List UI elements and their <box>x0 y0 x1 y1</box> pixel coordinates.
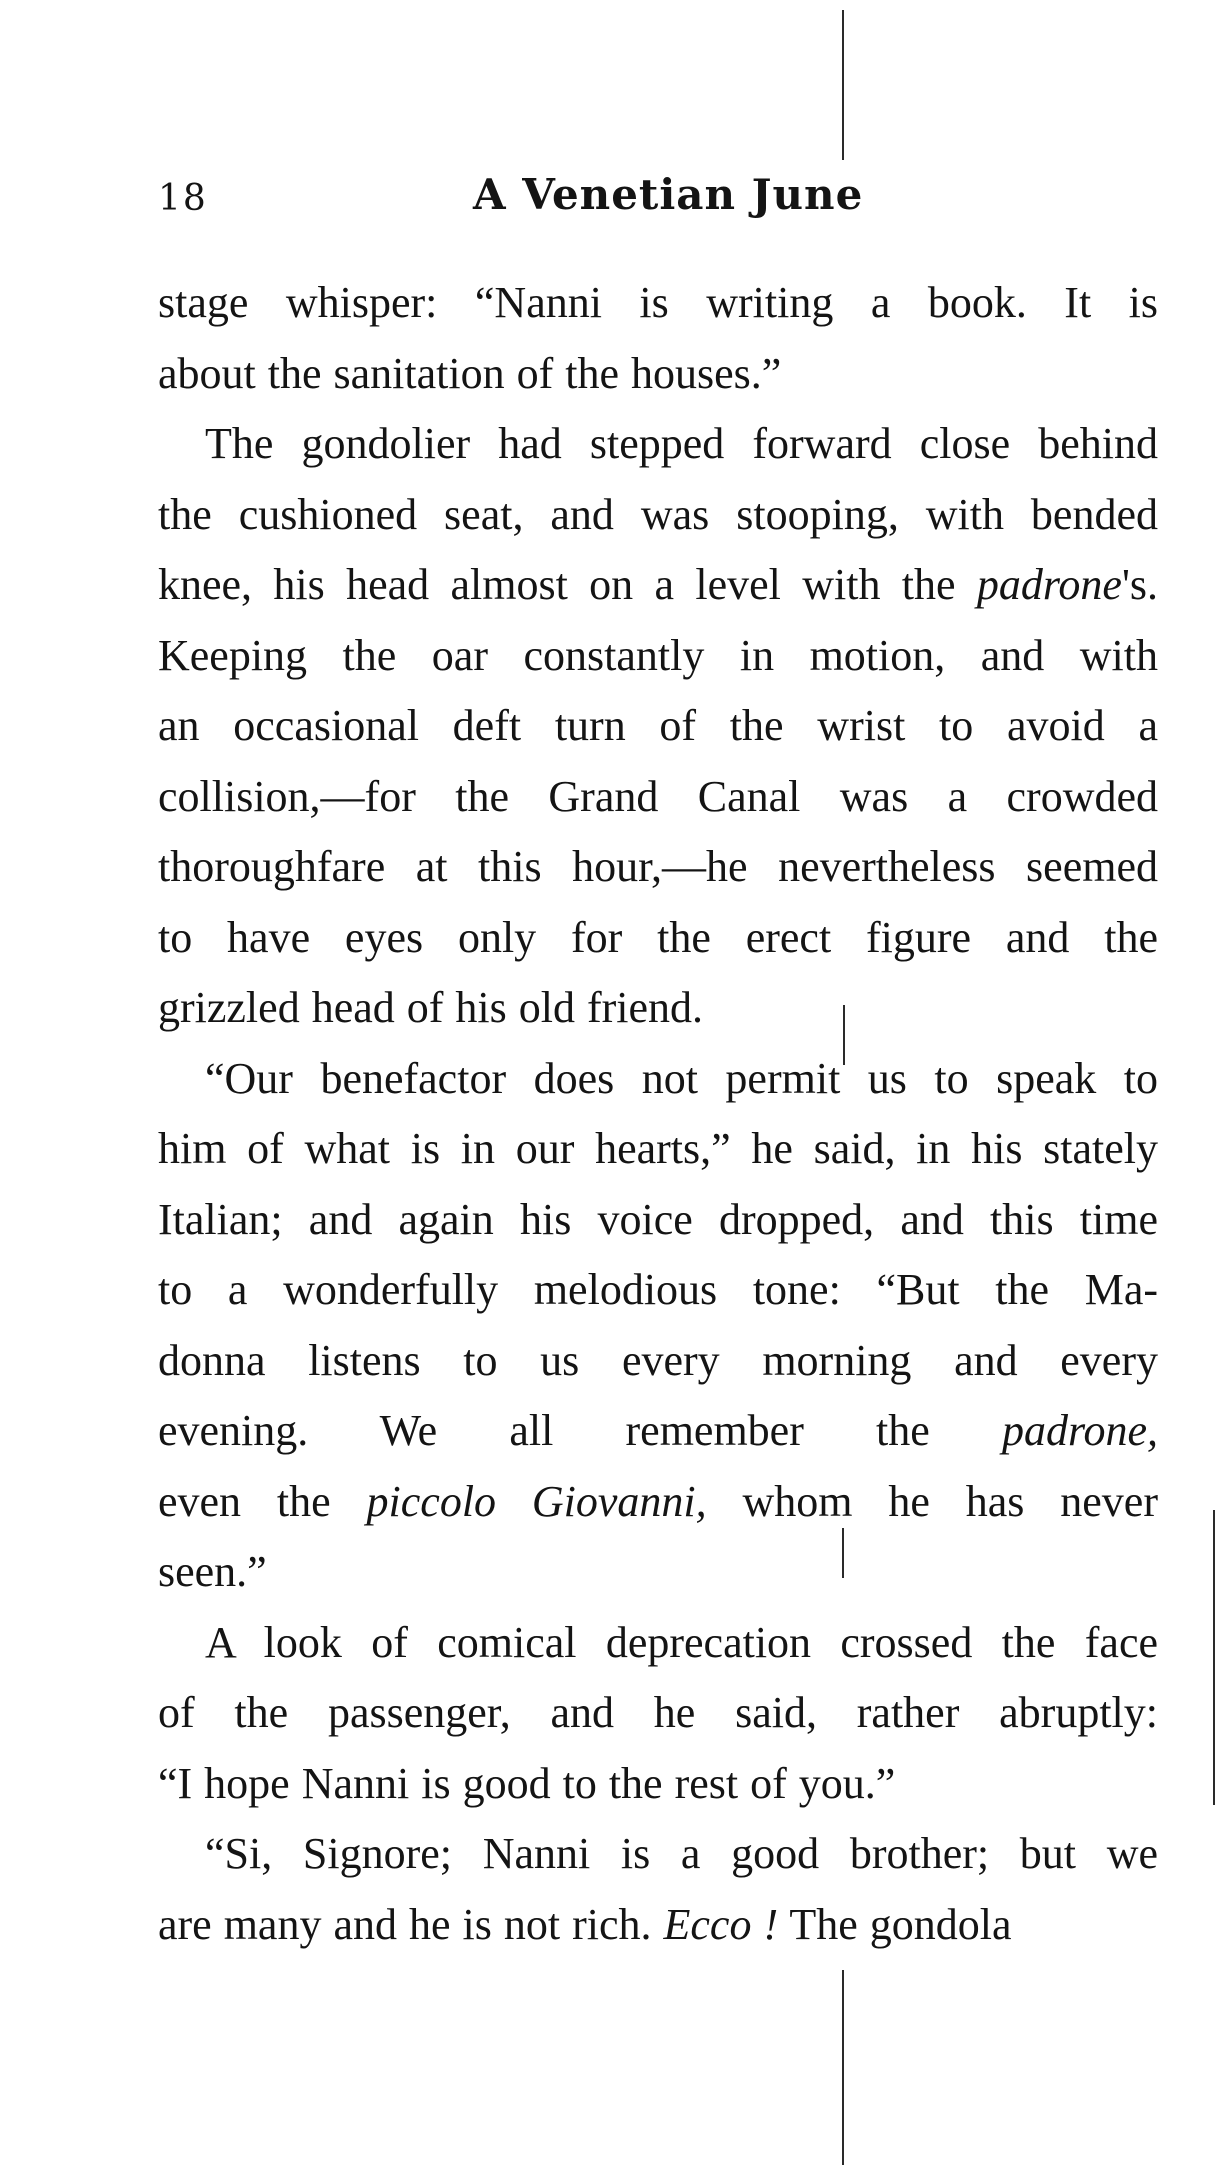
text-run: 's. <box>1121 560 1158 609</box>
text-line <box>158 1890 1158 1961</box>
text-run: the cushioned seat, and was stooping, with bended <box>158 489 1158 539</box>
text-line <box>158 1396 1158 1467</box>
text-run: The gondolier had stepped forward close behind <box>205 419 1158 468</box>
text-line <box>158 1114 1158 1185</box>
text-run: to have eyes only for the erect figure and the <box>158 912 1158 962</box>
italic-text: padrone <box>976 560 1122 609</box>
text-line <box>158 762 1158 833</box>
scan-artifact-line <box>1213 1510 1215 1805</box>
text-line <box>158 973 1158 1044</box>
text-run: Keeping the oar constantly in motion, and with <box>158 630 1158 680</box>
text-line <box>158 832 1158 903</box>
text-line <box>158 1255 1158 1326</box>
text-run: Italian; and again his voice dropped, and this time <box>158 1194 1158 1244</box>
text-line <box>158 1608 1158 1679</box>
text-line <box>158 1185 1158 1256</box>
scan-artifact-line <box>842 10 844 160</box>
paragraph <box>158 409 1158 1044</box>
text-run: seen.” <box>158 1547 267 1596</box>
text-run: stage whisper: “Nanni is writing a book. It is <box>158 278 1158 327</box>
text-run: of the passenger, and he said, rather abruptly: <box>158 1688 1158 1737</box>
text-line <box>158 903 1158 974</box>
italic-text: padrone, <box>1001 1406 1158 1455</box>
text-run: him of what is in our hearts,” he said, in his stately <box>158 1124 1158 1173</box>
text-line <box>158 339 1158 410</box>
text-line <box>158 550 1158 621</box>
page-number: 18 <box>158 178 208 219</box>
text-run: are many and he is not rich. <box>158 1899 664 1949</box>
text-line <box>158 691 1158 762</box>
text-run: knee, his head almost on a level with the <box>158 560 977 609</box>
text-run: to a wonderfully melodious tone: “But the Ma- <box>158 1265 1158 1314</box>
paragraph <box>158 1044 1158 1608</box>
text-line <box>158 1537 1158 1608</box>
text-run: A look of comical deprecation crossed the face <box>205 1617 1158 1667</box>
text-run: whom he has never <box>706 1476 1158 1526</box>
text-run: evening. We all remember the <box>158 1406 1002 1455</box>
italic-text: piccolo Giovanni, <box>366 1476 707 1526</box>
text-line <box>158 268 1158 339</box>
text-line <box>158 1467 1158 1538</box>
text-line <box>158 621 1158 692</box>
text-run: an occasional deft turn of the wrist to avoid a <box>158 701 1158 750</box>
text-line <box>158 1326 1158 1397</box>
text-run: about the sanitation of the houses.” <box>158 348 782 398</box>
scan-artifact-line <box>842 1970 844 2165</box>
text-run: collision,—for the Grand Canal was a crowded <box>158 771 1158 821</box>
text-run: “Our benefactor does not permit us to speak to <box>205 1053 1158 1103</box>
text-run: donna listens to us every morning and every <box>158 1335 1158 1385</box>
text-line <box>158 1749 1158 1820</box>
paragraph <box>158 1608 1158 1820</box>
text-run: The gondola <box>778 1899 1012 1949</box>
text-run: grizzled head of his old friend. <box>158 983 704 1032</box>
text-line <box>158 1678 1158 1749</box>
text-run: “I hope Nanni is good to the rest of you.” <box>158 1758 896 1808</box>
italic-text: Ecco ! <box>663 1899 779 1949</box>
page-header <box>158 170 1158 240</box>
text-run: thoroughfare at this hour,—he nevertheless seemed <box>158 842 1158 891</box>
paragraph <box>158 268 1158 409</box>
text-line <box>158 1044 1158 1115</box>
text-line <box>158 409 1158 480</box>
body-text <box>158 268 1158 1960</box>
text-run: “Si, Signore; Nanni is a good brother; but we <box>205 1829 1158 1878</box>
text-run: even the <box>158 1476 367 1526</box>
paragraph <box>158 1819 1158 1960</box>
text-line <box>158 1819 1158 1890</box>
running-title: A Venetian June <box>473 170 864 219</box>
text-line <box>158 480 1158 551</box>
